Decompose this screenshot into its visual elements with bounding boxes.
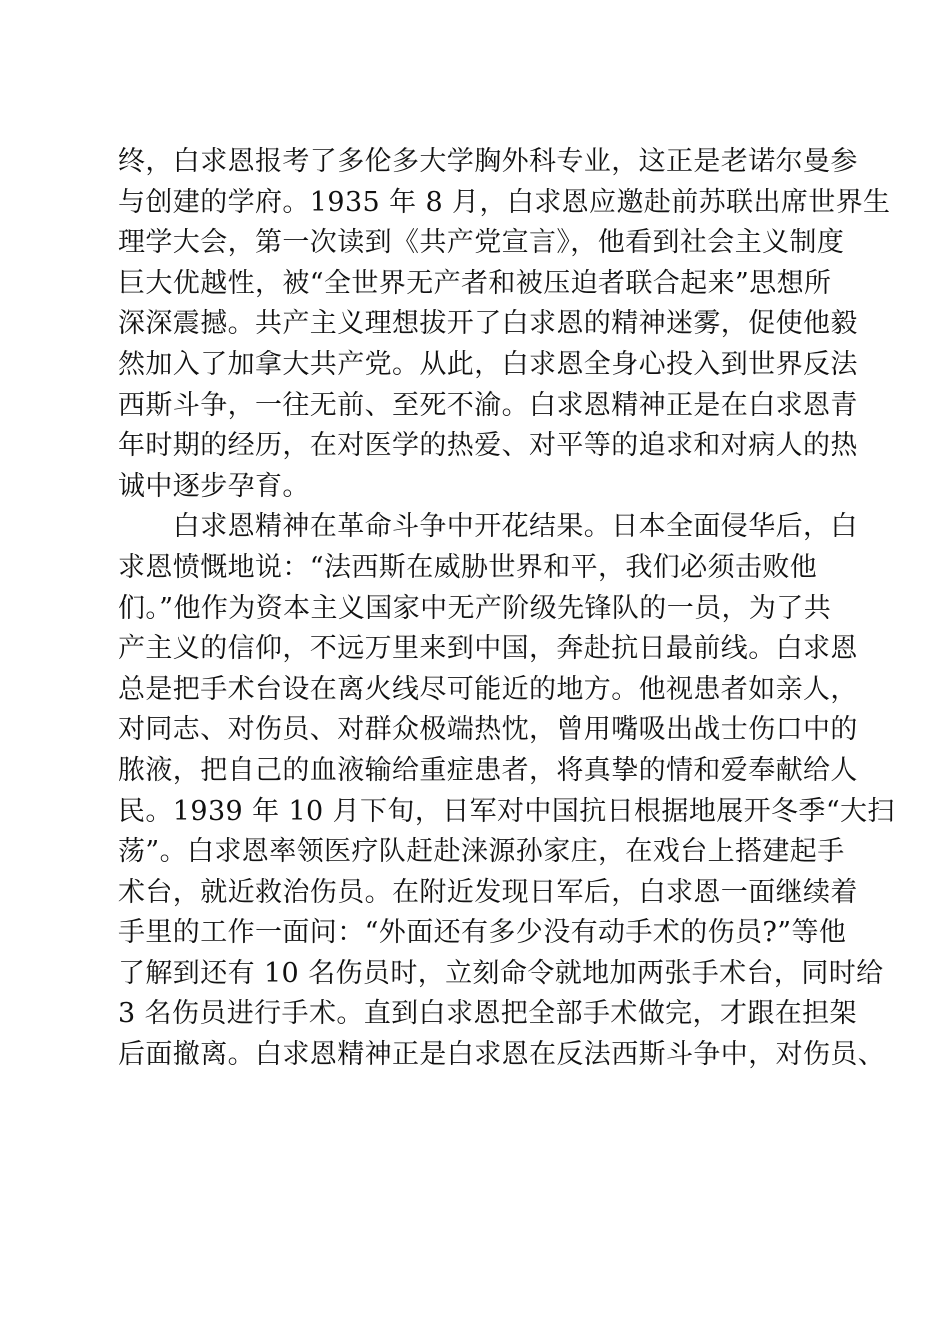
text-line: 荡”。白求恩率领医疗队赶赴涞源孙家庄，在戏台上搭建起手 (118, 836, 845, 868)
text-line: 白求恩精神在革命斗争中开花结果。日本全面侵华后，白 (118, 511, 858, 543)
text-line: 术台，就近救治伤员。在附近发现日军后，白求恩一面继续着 (118, 876, 858, 908)
text-line: 了解到还有 10 名伤员时，立刻命令就地加两张手术台，同时给 (118, 957, 884, 989)
text-line: 终，白求恩报考了多伦多大学胸外科专业，这正是老诺尔曼参 (118, 146, 858, 177)
text-line: 理学大会，第一次读到《共产党宣言》，他看到社会主义制度 (118, 227, 845, 259)
text-line: 后面撤离。白求恩精神正是白求恩在反法西斯斗争中，对伤员、 (118, 1039, 886, 1071)
text-line: 年时期的经历，在对医学的热爱、对平等的追求和对病人的热 (118, 430, 858, 462)
text-line: 对同志、对伤员、对群众极端热忱，曾用嘴吸出战士伤口中的 (118, 714, 858, 746)
text-line: 与创建的学府。1935 年 8 月，白求恩应邀赴前苏联出席世界生 (118, 186, 891, 218)
text-line: 们。”他作为资本主义国家中无产阶级先锋队的一员，为了共 (118, 592, 832, 624)
text-line: 脓液，把自己的血液输给重症患者，将真挚的情和爱奉献给人 (118, 754, 858, 786)
text-line: 诚中逐步孕育。 (118, 470, 310, 502)
body-text (118, 142, 895, 1076)
text-line: 巨大优越性，被“全世界无产者和被压迫者联合起来”思想所 (118, 267, 832, 299)
text-line: 3 名伤员进行手术。直到白求恩把全部手术做完，才跟在担架 (118, 998, 857, 1030)
text-line: 然加入了加拿大共产党。从此，白求恩全身心投入到世界反法 (118, 348, 858, 380)
text-line: 深深震撼。共产主义理想拔开了白求恩的精神迷雾，促使他毅 (118, 308, 858, 340)
text-line: 产主义的信仰，不远万里来到中国，奔赴抗日最前线。白求恩 (118, 633, 858, 665)
text-line: 民。1939 年 10 月下旬，日军对中国抗日根据地展开冬季“大扫 (118, 795, 895, 827)
text-line: 总是把手术台设在离火线尽可能近的地方。他视患者如亲人， (118, 673, 858, 705)
text-line: 西斯斗争，一往无前、至死不渝。白求恩精神正是在白求恩青 (118, 389, 858, 421)
text-line: 手里的工作一面问：“外面还有多少没有动手术的伤员?”等他 (118, 917, 847, 949)
text-line: 求恩愤慨地说：“法西斯在威胁世界和平，我们必须击败他 (118, 551, 818, 583)
